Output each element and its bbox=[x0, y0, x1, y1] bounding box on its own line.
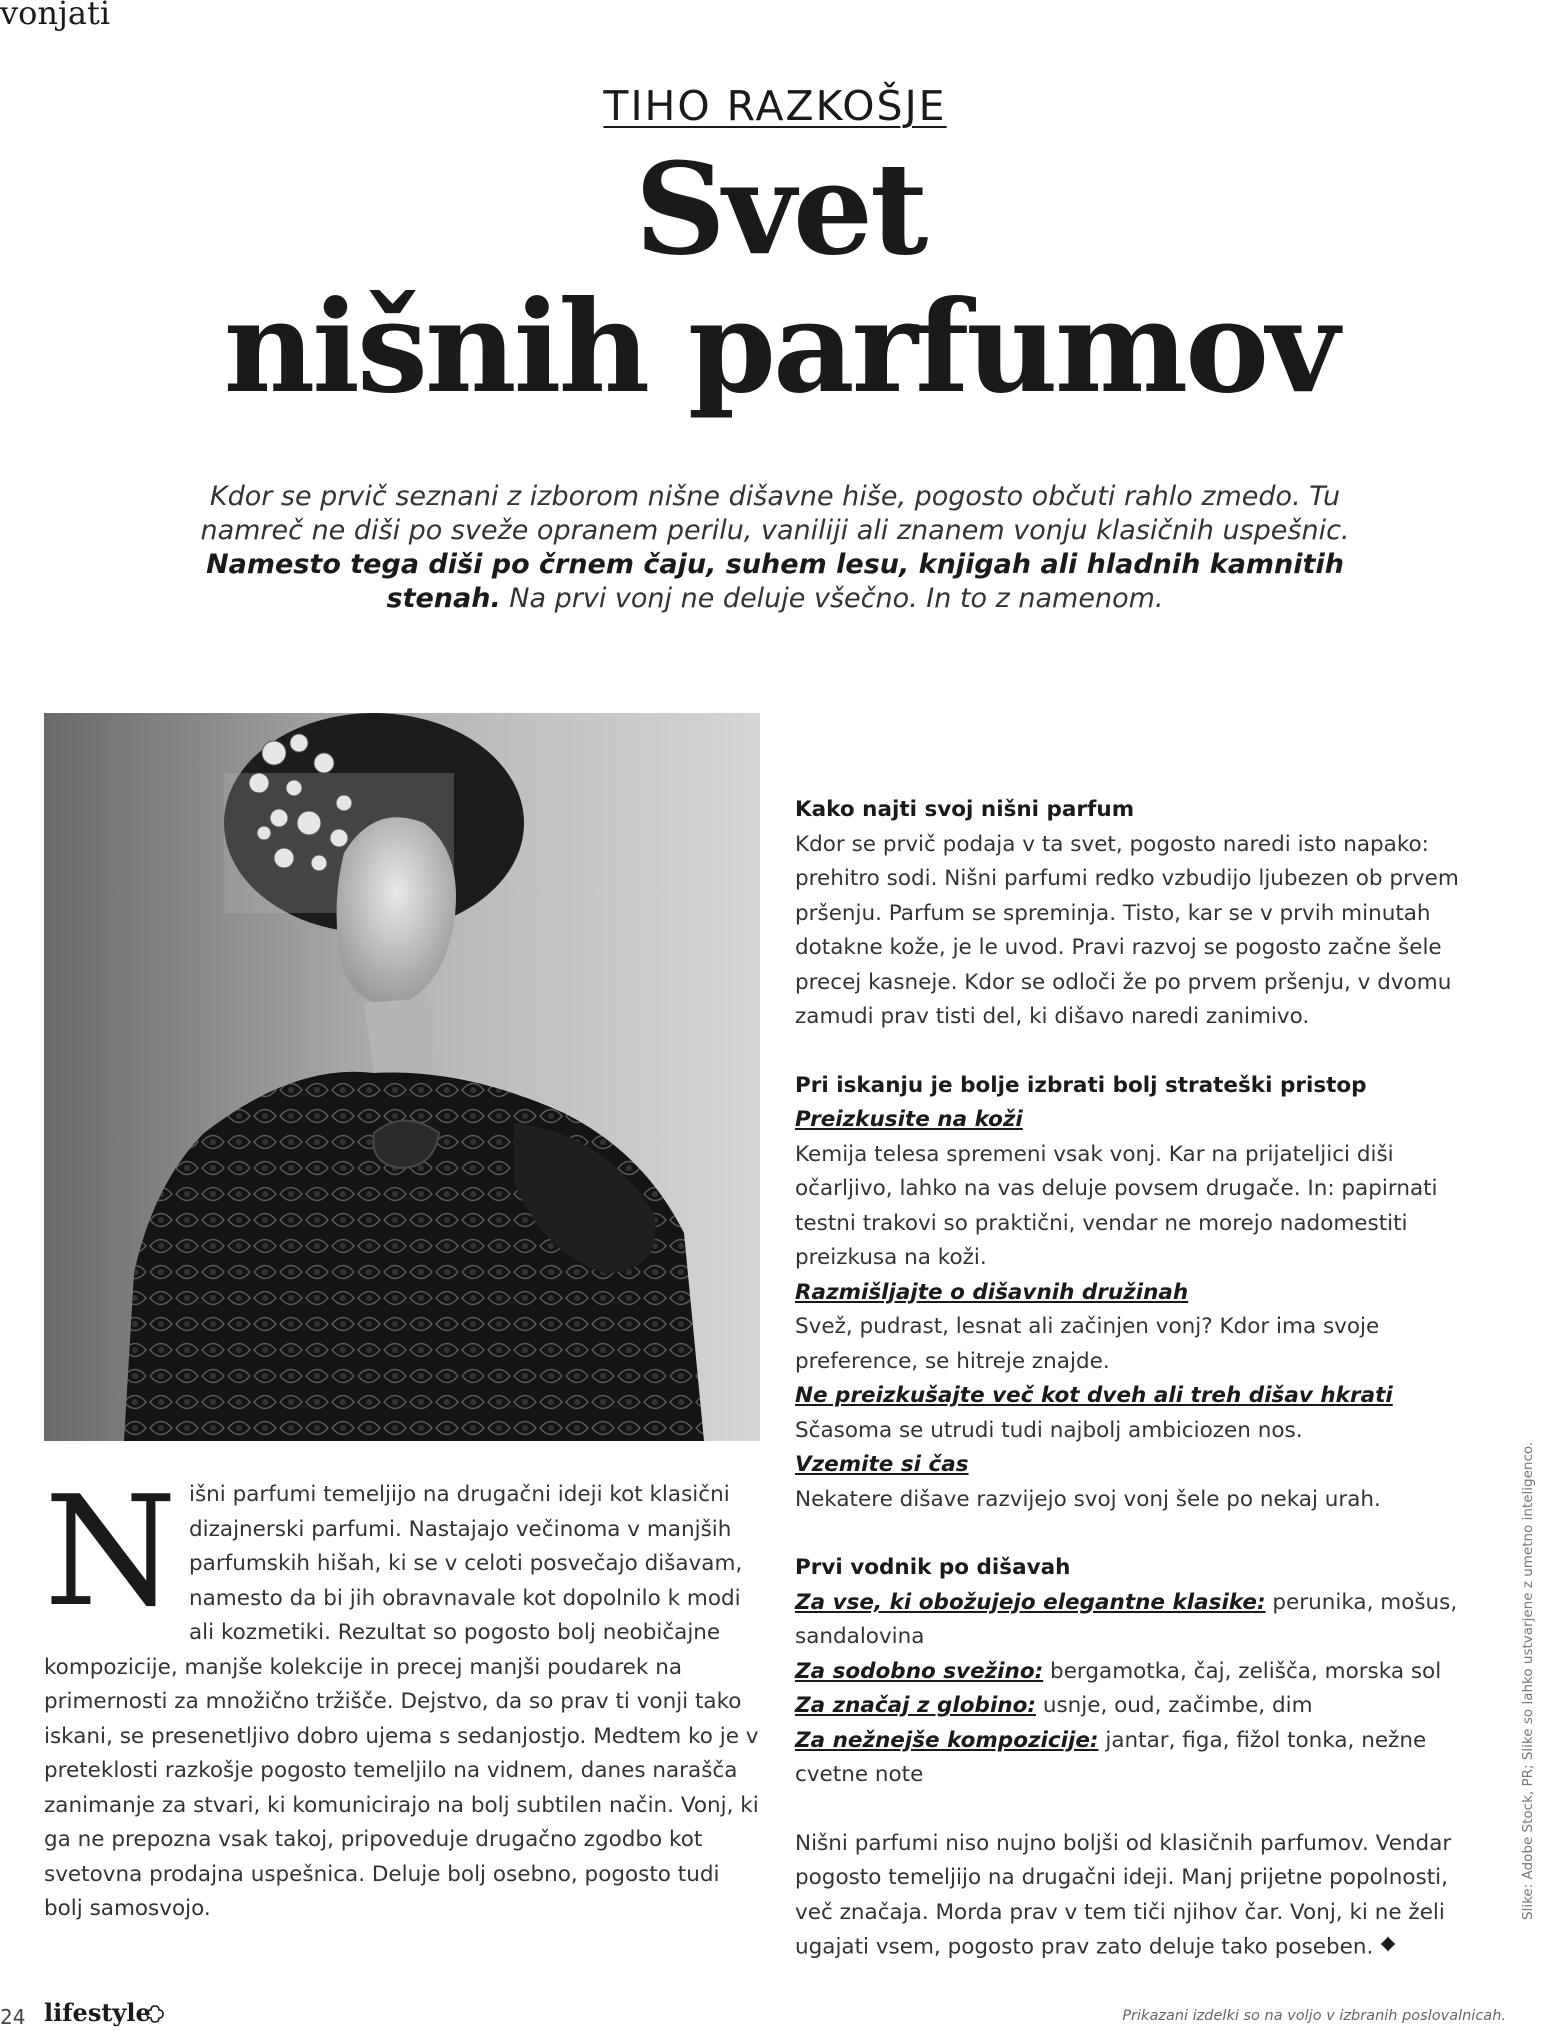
lede-text-1: Kdor se prvič seznani z izborom nišne dišavne hiše, pogosto občuti rahlo zmedo. Tu namreč ne diši po sveže opranem perilu, vaniliji ali znanem vonju klasičnih uspešnic. bbox=[200, 481, 1350, 546]
guide-label: Za vse, ki obožujejo elegantne klasike: bbox=[795, 1589, 1266, 1615]
guide-label: Za sodobno svežino: bbox=[795, 1658, 1044, 1684]
lede-text-2: Na prvi vonj ne deluje všečno. In to z namenom. bbox=[500, 583, 1164, 614]
guide-text: bergamotka, čaj, zelišča, morska sol bbox=[1043, 1658, 1442, 1684]
guide-item bbox=[795, 1655, 1480, 1690]
article-headline bbox=[60, 135, 1500, 421]
image-credit: Slike: Adobe Stock, PR; Slike so lahko ustvarjene z umetno inteligenco. bbox=[1520, 1441, 1536, 1920]
tip-title: Preizkusite na koži bbox=[795, 1107, 1023, 1132]
tip-title: Ne preizkušajte več kot dveh ali treh dišav hkrati bbox=[795, 1383, 1393, 1408]
guide-item bbox=[795, 1724, 1480, 1793]
tip-title: Razmišljajte o dišavnih družinah bbox=[795, 1279, 1189, 1305]
fashion-photo bbox=[44, 713, 760, 1441]
tip-text: Nekatere dišave razvijejo svoj vonj šele po nekaj urah. bbox=[795, 1486, 1381, 1512]
section-tag: vonjati bbox=[0, 0, 111, 32]
model-illustration bbox=[44, 713, 760, 1441]
guide-item bbox=[795, 1689, 1480, 1724]
section-title-strategy: Pri iskanju je bolje izbrati bolj strateški pristop bbox=[795, 1072, 1367, 1098]
tip-title: Vzemite si čas bbox=[795, 1452, 969, 1477]
footer-note: Prikazani izdelki so na voljo v izbranih poslovalnicah. bbox=[1122, 2008, 1506, 2024]
guide-label: Za značaj z globino: bbox=[795, 1693, 1036, 1718]
left-body-text: išni parfumi temeljijo na drugačni ideji kot klasični dizajnerski parfumi. Nastajajo večinoma v manjših parfumskih hišah, ki se v celoti posvečajo dišavam, namesto da bi jih obravnavale kot dopolnilo k modi ali kozmetiki. Rezultat so pogosto bolj neobičajne kompozicije, manjše kolekcije in precej manjši poudarek na primernosti za množično tržišče. Dejstvo, da so prav ti vonji tako iskani, se presenetljivo dobro ujema s sedanjostjo. Medtem ko je v preteklosti razkošje pogosto temeljilo na vidnem, danes narašča zanimanje za stvari, ki komunicirajo na bolj subtilen način. Vonj, ki ga ne prepozna vsak takoj, pripoveduje drugačno zgodbo kot svetovna prodajna uspešnica. Deluje bolj osebno, pogosto tudi bolj samosvojo. bbox=[44, 1482, 759, 1921]
end-mark-icon bbox=[1379, 1930, 1397, 1965]
lede-bold-text: Namesto tega diši po črnem čaju, suhem lesu, knjigah ali hladnih kamnitih stenah. bbox=[206, 549, 1344, 614]
section-title-find-perfume: Kako najti svoj nišni parfum bbox=[795, 797, 1135, 822]
flower-icon bbox=[145, 2004, 165, 2028]
guide-label: Za nežnejše kompozicije: bbox=[795, 1727, 1099, 1753]
headline-line-2: nišnih parfumov bbox=[223, 273, 1337, 421]
tip-text: Sčasoma se utrudi tudi najbolj ambiciozen nos. bbox=[795, 1417, 1303, 1443]
section-body-find-perfume: Kdor se prvič podaja v ta svet, pogosto naredi isto napako: prehitro sodi. Nišni parfumi redko vzbudijo ljubezen ob prvem pršenju. Parfum se spreminja. Tisto, kar se v prvih minutah dotakne kože, je le uvod. Pravi razvoj se pogosto začne šele precej kasneje. Kdor se odloči že po prvem pršenju, v dvomu zamudi prav tisti del, ki dišavo naredi zanimivo. bbox=[795, 831, 1459, 1029]
closing-paragraph bbox=[795, 1827, 1480, 1965]
article-lede bbox=[190, 480, 1360, 616]
guide-text: perunika, mošus, sandalovina bbox=[795, 1589, 1458, 1649]
closing-text: Nišni parfumi niso nujno boljši od klasičnih parfumov. Vendar pogosto temeljijo na drugačni ideji. Manj prijetne popolnosti, več značaja. Morda prav v tem tiči njihov čar. Vonj, ki ne želi ugajati vsem, pogosto prav zato deluje tako poseben. bbox=[795, 1830, 1452, 1960]
tip-text: Svež, pudrast, lesnat ali začinjen vonj? Kdor ima svoje preference, se hitreje znajde. bbox=[795, 1314, 1380, 1374]
section-title-guide: Prvi vodnik po dišavah bbox=[795, 1555, 1071, 1580]
headline-line-1: Svet bbox=[634, 135, 926, 283]
body-text-left bbox=[44, 1463, 760, 1927]
brand-logo: lifestyle bbox=[44, 1998, 151, 2027]
tip-text: Kemija telesa spremeni vsak vonj. Kar na prijateljici diši očarljivo, lahko na vas deluje povsem drugače. In: papirnati testni trakovi so praktični, vendar ne morejo nadomestiti preizkusa na koži. bbox=[795, 1141, 1438, 1270]
article-kicker: TIHO RAZKOŠJE bbox=[603, 82, 947, 130]
drop-cap: N bbox=[44, 1463, 177, 1640]
page-number: 24 bbox=[0, 2005, 26, 2029]
guide-text: usnje, oud, začimbe, dim bbox=[1035, 1693, 1313, 1718]
guide-text: jantar, figa, fižol tonka, nežne cvetne note bbox=[795, 1727, 1427, 1787]
body-text-right bbox=[795, 793, 1480, 1965]
guide-item bbox=[795, 1586, 1480, 1655]
